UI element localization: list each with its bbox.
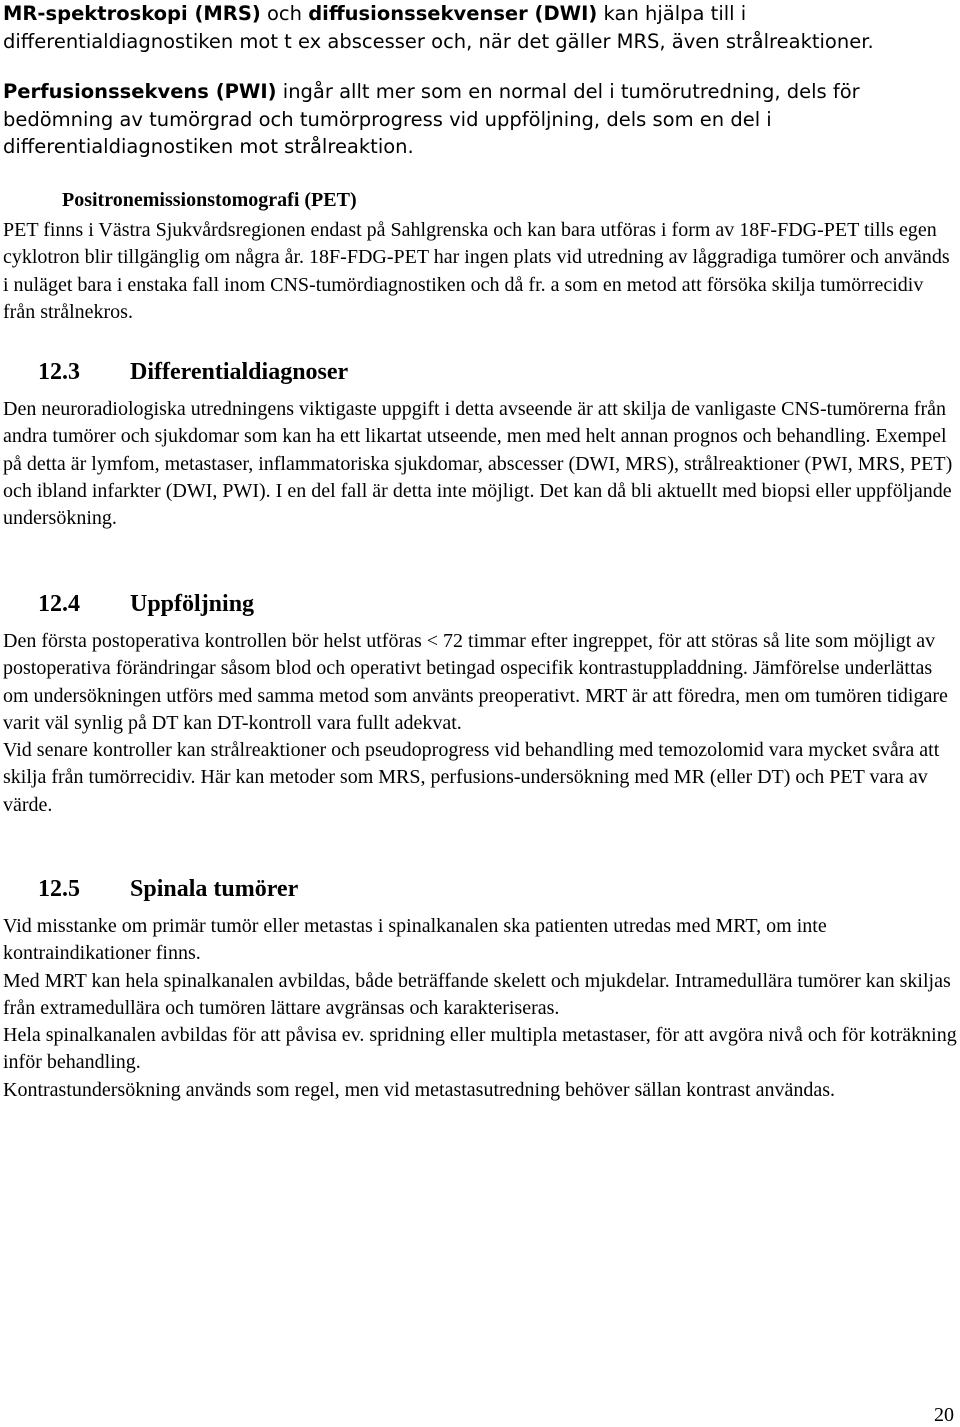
pwi-paragraph <box>3 78 955 161</box>
section-number: 12.3 <box>38 359 80 385</box>
spinala-paragraph-2: Med MRT kan hela spinalkanalen avbildas, både beträffande skelett och mjukdelar. Intramedullära tumörer kan skiljas från extramedullära och tumören lättare avgränsas och karakteriseras. <box>3 969 951 1019</box>
mrs-text-1: och <box>260 2 309 25</box>
spinala-body <box>3 913 958 1104</box>
section-number: 12.5 <box>38 876 80 902</box>
pet-heading: Positronemissionstomografi (PET) <box>62 189 357 211</box>
uppfoljning-body <box>3 628 958 819</box>
section-title: Differentialdiagnoser <box>130 359 349 385</box>
uppfoljning-paragraph-1: Den första postoperativa kontrollen bör helst utföras < 72 timmar efter ingreppet, för att störas så lite som möjligt av postoperativa förändringar såsom blod och operativt betingad ospecifik kontrastuppladdning. Jämförelse underlättas om undersökningen utförs med samma metod som använts preoperativt. MRT är att föredra, men om tumören tidigare varit väl synlig på DT kan DT-kontroll vara fullt adekvat. <box>3 630 948 734</box>
spinala-paragraph-3: Hela spinalkanalen avbildas för att påvisa ev. spridning eller multipla metastaser, för att avgöra nivå och för koträkning inför behandling. <box>3 1024 957 1074</box>
dwi-term: diffusionssekvenser (DWI) <box>308 2 598 25</box>
differentialdiagnoser-paragraph: Den neuroradiologiska utredningens viktigaste uppgift i detta avseende är att skilja de vanligaste CNS-tumörerna från andra tumörer och sjukdomar som kan ha ett likartat utseende, men med helt annan prognos och behandling. Exempel på detta är lymfom, metastaser, inflammatoriska sjukdomar, abscesser (DWI, MRS), strålreaktioner (PWI, MRS, PET) och ibland infarkter (DWI, PWI). I en del fall är detta inte möjligt. Det kan då bli aktuellt med biopsi eller uppföljande undersökning. <box>3 398 953 530</box>
intro-section <box>3 0 955 161</box>
pet-paragraph: PET finns i Västra Sjukvårdsregionen endast på Sahlgrenska och kan bara utföras i form av 18F-FDG-PET tills egen cyklotron blir tillgänglig om några år. 18F-FDG-PET har ingen plats vid utredning av låggradiga tumörer och används i nuläget bara i enstaka fall inom CNS-tumördiagnostiken och då fr. a som en metod att försöka skilja tumörrecidiv från strålnekros. <box>3 219 950 323</box>
pwi-text: ingår allt mer som en normal del i tumörutredning, dels för bedömning av tumörgrad och tumörprogress vid uppföljning, dels som en del i differentialdiagnostiken mot strålreaktion. <box>3 80 860 158</box>
section-12-4-heading <box>38 589 254 619</box>
section-title: Spinala tumörer <box>130 876 299 902</box>
section-12-5-heading <box>38 874 298 904</box>
mrs-term: MR-spektroskopi (MRS) <box>3 2 261 25</box>
section-title: Uppföljning <box>130 591 255 617</box>
section-12-3-heading <box>38 357 348 387</box>
section-number: 12.4 <box>38 591 80 617</box>
mrs-text-2: kan hjälpa till i differentialdiagnostiken mot t ex abscesser och, när det gäller MRS, även strålreaktioner. <box>3 2 874 53</box>
spinala-paragraph-4: Kontrastundersökning används som regel, men vid metastasutredning behöver sällan kontrast användas. <box>3 1078 836 1101</box>
spinala-paragraph-1: Vid misstanke om primär tumör eller metastas i spinalkanalen ska patienten utredas med MRT, om inte kontraindikationer finns. <box>3 915 827 965</box>
paragraph-gap <box>3 55 955 78</box>
mrs-dwi-paragraph <box>3 0 955 55</box>
uppfoljning-paragraph-2: Vid senare kontroller kan strålreaktioner och pseudoprogress vid behandling med temozolomid vara mycket svåra att skilja från tumörrecidiv. Här kan metoder som MRS, perfusions-undersökning med MR (eller DT) och PET vara av värde. <box>3 739 940 816</box>
page-number: 20 <box>934 1404 954 1426</box>
pwi-term: Perfusionssekvens (PWI) <box>3 80 277 103</box>
